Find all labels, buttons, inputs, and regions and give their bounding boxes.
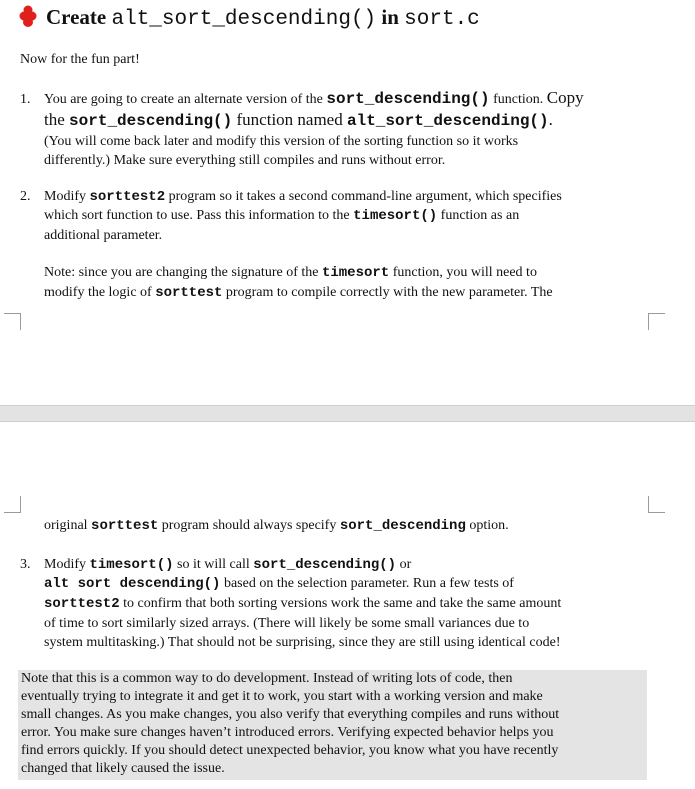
item-1-number: 1. bbox=[20, 92, 31, 107]
heading-prefix: Create bbox=[46, 5, 112, 29]
page-corner-mark-bottom-left bbox=[4, 496, 21, 513]
heading-file-code: sort.c bbox=[404, 8, 480, 31]
text-run: to confirm that both sorting versions work the same and take the same amount bbox=[119, 596, 562, 611]
text-run: which sort function to use. Pass this information to the bbox=[44, 208, 354, 223]
text-run: . bbox=[548, 110, 553, 129]
page-corner-mark-top-left bbox=[4, 313, 21, 330]
text-run: function as an bbox=[437, 208, 520, 223]
note-line-4: error. You make sure changes haven’t introduced errors. Verifying expected behavior helps you bbox=[21, 725, 554, 740]
code-run: sort_descending() bbox=[326, 90, 490, 108]
text-run: program so it takes a second command-line argument, which specifies bbox=[165, 189, 562, 204]
item-2-line-1 bbox=[44, 187, 562, 207]
code-run: sorttest bbox=[155, 285, 223, 301]
text-run: program should always specify bbox=[158, 518, 340, 533]
text-run: option. bbox=[465, 518, 509, 533]
text-run: Copy bbox=[546, 88, 584, 107]
item-3-line-5: system multitasking.) That should not be surprising, since they are still using identical code! bbox=[44, 635, 561, 650]
code-run: alt_sort_descending() bbox=[346, 112, 549, 130]
section-heading bbox=[46, 3, 480, 34]
item-1-line-3: (You will come back later and modify this version of the sorting function so it works bbox=[44, 134, 519, 149]
code-run: timesort() bbox=[353, 208, 438, 224]
text-run: or bbox=[396, 557, 412, 572]
note-line-1: Note that this is a common way to do development. Instead of writing lots of code, then bbox=[21, 671, 513, 686]
code-run: alt sort descending() bbox=[44, 576, 221, 592]
item-2-note-line-1 bbox=[44, 263, 537, 283]
note-line-6: changed that likely caused the issue. bbox=[21, 761, 225, 776]
text-run: original bbox=[44, 518, 92, 533]
development-note-box bbox=[18, 670, 647, 780]
text-run: function named bbox=[232, 110, 347, 129]
code-run: sort_descending() bbox=[253, 557, 397, 573]
item-3-line-2 bbox=[44, 574, 514, 594]
text-run: the bbox=[44, 110, 70, 129]
text-run: so it will call bbox=[173, 557, 254, 572]
note-line-3: small changes. As you make changes, you also verify that everything compiles and runs without bbox=[21, 707, 560, 722]
item-2-number: 2. bbox=[20, 189, 31, 204]
item-2-line-3: additional parameter. bbox=[44, 228, 163, 243]
text-run: based on the selection parameter. Run a few tests of bbox=[220, 576, 514, 591]
note-line-5: find errors quickly. If you should detect unexpected behavior, you know what you have recently bbox=[21, 743, 559, 758]
code-run: sorttest2 bbox=[44, 596, 120, 612]
intro-text: Now for the fun part! bbox=[20, 52, 140, 67]
heading-function-code: alt_sort_descending() bbox=[111, 8, 377, 31]
item-2-line-2 bbox=[44, 206, 519, 226]
page-break-gap bbox=[0, 405, 695, 422]
text-run: program to compile correctly with the new parameter. The bbox=[222, 285, 553, 300]
item-2-note-line-2 bbox=[44, 283, 553, 303]
note-line-2: eventually trying to integrate it and get it to work, you start with a working version and make bbox=[21, 689, 543, 704]
page-corner-mark-top-right bbox=[648, 313, 665, 330]
code-run: sorttest bbox=[91, 518, 159, 534]
text-run: Note: since you are changing the signature of the bbox=[44, 265, 322, 280]
text-run: Modify bbox=[44, 557, 90, 572]
item-3-line-1 bbox=[44, 555, 411, 575]
text-run: function. bbox=[489, 92, 547, 107]
heading-mid: in bbox=[376, 5, 405, 29]
item-1-line-4: differently.) Make sure everything still compiles and runs without error. bbox=[44, 153, 446, 168]
code-run: sort_descending() bbox=[69, 112, 233, 130]
item-3-line-4: of time to sort similarly sized arrays. (There will likely be some small variances due to bbox=[44, 616, 530, 631]
code-run: timesort bbox=[321, 265, 390, 281]
code-run: sort_descending bbox=[339, 518, 466, 534]
code-run: timesort() bbox=[89, 557, 174, 573]
item-3-line-3 bbox=[44, 594, 561, 614]
item-2-note-line-3 bbox=[44, 516, 509, 536]
text-run: modify the logic of bbox=[44, 285, 156, 300]
item-3-number: 3. bbox=[20, 557, 31, 572]
code-run: sorttest2 bbox=[89, 189, 166, 205]
page-corner-mark-bottom-right bbox=[648, 496, 665, 513]
text-run: Modify bbox=[44, 189, 90, 204]
text-run: function, you will need to bbox=[389, 265, 537, 280]
text-run: You are going to create an alternate version of the bbox=[44, 92, 327, 107]
item-1-line-2 bbox=[44, 110, 553, 131]
item-1-line-1 bbox=[44, 88, 584, 109]
heading-marker-icon bbox=[18, 5, 38, 29]
